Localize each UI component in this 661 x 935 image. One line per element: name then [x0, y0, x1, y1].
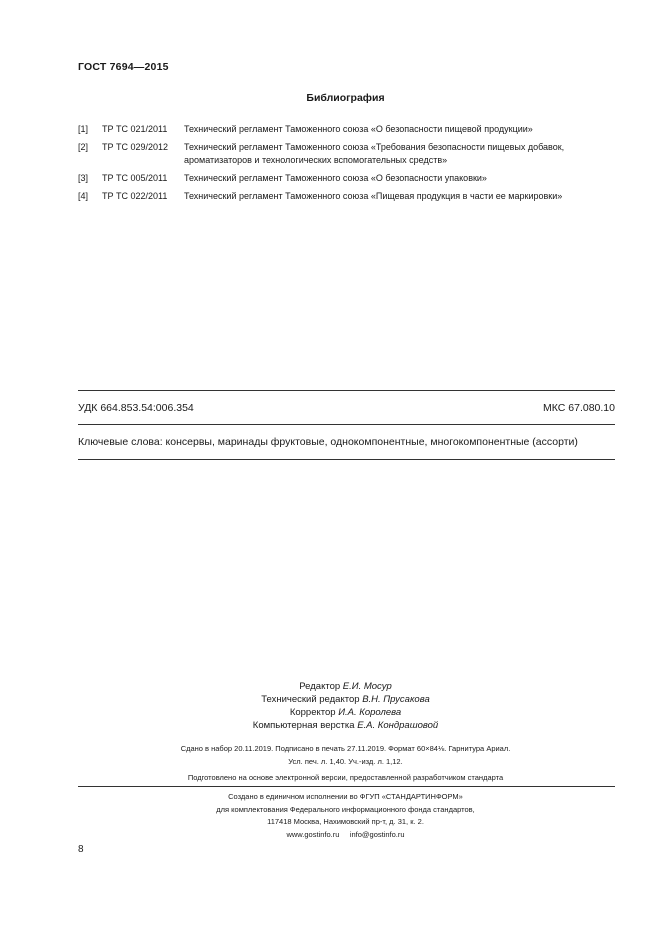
- bibliography-heading: Библиография: [306, 92, 385, 104]
- divider-bottom: [78, 459, 615, 460]
- publication-line: Сдано в набор 20.11.2019. Подписано в печать 27.11.2019. Формат 60×84⅛. Гарнитура Ариал.: [180, 744, 511, 753]
- bibliography-item-number: [3]: [78, 172, 89, 183]
- footer-line: для комплектования Федерального информационного фонда стандартов,: [216, 804, 475, 814]
- footer-line: 117418 Москва, Нахимовский пр-т, д. 31, к. 2.: [267, 817, 424, 826]
- bibliography-item-number: [2]: [78, 142, 89, 152]
- bibliography-item-text: Технический регламент Таможенного союза «Пищевая продукция в части ее маркировки»: [184, 190, 563, 201]
- email-link[interactable]: info@gostinfo.ru: [349, 829, 405, 839]
- footer-contacts: [30, 829, 661, 842]
- keywords: Ключевые слова: консервы, маринады фруктовые, однокомпонентные, многокомпонентные (ассорти): [78, 436, 578, 448]
- credit-line: [30, 693, 661, 706]
- document-title: ГОСТ 7694—2015: [78, 61, 169, 73]
- bibliography-item-number: [4]: [78, 190, 89, 201]
- page-number: 8: [78, 844, 84, 855]
- prepared-note: Подготовлено на основе электронной версии, предоставленной разработчиком стандарта: [187, 773, 504, 782]
- bibliography-item-code: ТР ТС 022/2011: [102, 190, 168, 201]
- footer-line: Создано в единичном исполнении во ФГУП «СТАНДАРТИНФОРМ»: [228, 792, 463, 801]
- bibliography-item-text: Технический регламент Таможенного союза «Требования безопасности пищевых добавок, ароматизаторов и технологических вспомогательных средств»: [184, 142, 565, 165]
- bibliography-item-code: ТР ТС 029/2012: [102, 142, 169, 152]
- credit-line: [30, 680, 661, 693]
- bibliography-list: [78, 123, 618, 208]
- bibliography-item: [78, 172, 618, 185]
- bibliography-item-code: ТР ТС 021/2011: [102, 124, 168, 134]
- website-link[interactable]: www.gostinfo.ru: [286, 829, 340, 839]
- credit-name: Е.И. Мосур: [342, 681, 392, 692]
- bibliography-item-text: Технический регламент Таможенного союза «О безопасности упаковки»: [184, 172, 487, 183]
- credit-line: [30, 706, 661, 719]
- publisher-footer: [0, 791, 661, 841]
- bibliography-item: [78, 190, 618, 203]
- credit-line: [30, 719, 661, 732]
- credit-role: Технический редактор: [261, 694, 360, 705]
- credits-block: [0, 680, 661, 732]
- bibliography-item-code: ТР ТС 005/2011: [102, 172, 168, 183]
- divider-top: [78, 390, 615, 391]
- bibliography-item: [78, 141, 618, 166]
- bibliography-item-text: Технический регламент Таможенного союза «О безопасности пищевой продукции»: [184, 124, 533, 134]
- credit-role: Редактор: [299, 681, 341, 692]
- bibliography-item-number: [1]: [78, 124, 89, 134]
- publication-info: [0, 742, 661, 768]
- credit-name: В.Н. Прусакова: [362, 694, 430, 705]
- credit-name: Е.А. Кондрашовой: [357, 720, 439, 731]
- divider-middle: [78, 424, 615, 425]
- publication-line: Усл. печ. л. 1,40. Уч.-изд. л. 1,12.: [288, 757, 403, 766]
- mks-code: МКС 67.080.10: [543, 402, 615, 414]
- bibliography-item: [78, 123, 618, 136]
- credit-name: И.А. Королева: [338, 707, 402, 718]
- credit-role: Компьютерная верстка: [252, 720, 355, 731]
- credit-role: Корректор: [289, 707, 336, 718]
- udk-code: УДК 664.853.54:006.354: [78, 402, 194, 414]
- footer-divider: [78, 786, 615, 787]
